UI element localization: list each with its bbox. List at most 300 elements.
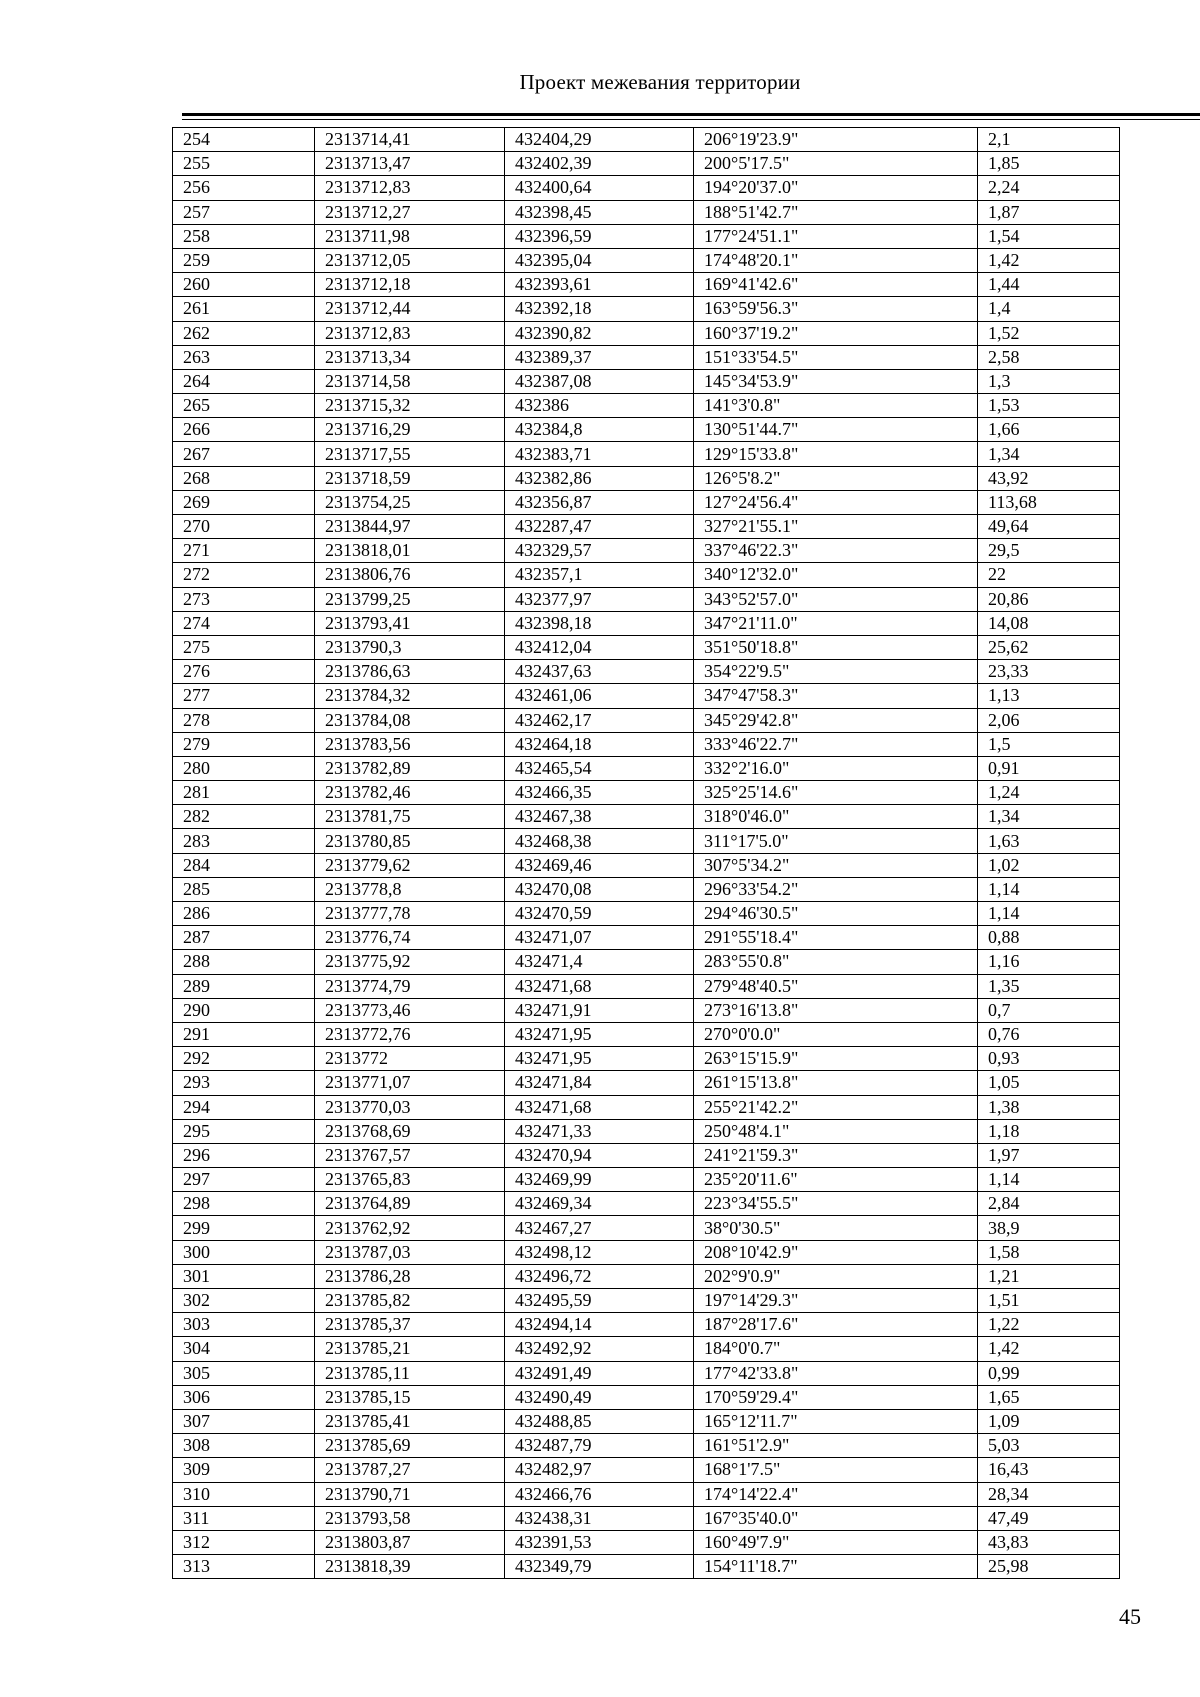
distance-cell: 1,05 [978, 1071, 1120, 1095]
direction-angle-cell: 255°21'42.2" [694, 1095, 978, 1119]
table-row [173, 660, 1120, 684]
direction-angle-cell: 223°34'55.5" [694, 1192, 978, 1216]
distance-cell: 1,85 [978, 152, 1120, 176]
point-number-cell: 286 [173, 902, 315, 926]
y-coordinate-cell: 432492,92 [505, 1337, 694, 1361]
table-row [173, 563, 1120, 587]
direction-angle-cell: 325°25'14.6" [694, 781, 978, 805]
point-number-cell: 268 [173, 466, 315, 490]
distance-cell: 0,76 [978, 1022, 1120, 1046]
direction-angle-cell: 273°16'13.8" [694, 998, 978, 1022]
x-coordinate-cell: 2313712,05 [315, 248, 505, 272]
point-number-cell: 261 [173, 297, 315, 321]
distance-cell: 1,52 [978, 321, 1120, 345]
point-number-cell: 267 [173, 442, 315, 466]
point-number-cell: 273 [173, 587, 315, 611]
distance-cell: 25,62 [978, 635, 1120, 659]
direction-angle-cell: 129°15'33.8" [694, 442, 978, 466]
distance-cell: 23,33 [978, 660, 1120, 684]
x-coordinate-cell: 2313786,28 [315, 1264, 505, 1288]
x-coordinate-cell: 2313786,63 [315, 660, 505, 684]
table-row [173, 1071, 1120, 1095]
point-number-cell: 296 [173, 1143, 315, 1167]
y-coordinate-cell: 432387,08 [505, 369, 694, 393]
point-number-cell: 270 [173, 515, 315, 539]
point-number-cell: 298 [173, 1192, 315, 1216]
table-row [173, 321, 1120, 345]
point-number-cell: 295 [173, 1119, 315, 1143]
x-coordinate-cell: 2313779,62 [315, 853, 505, 877]
distance-cell: 1,34 [978, 805, 1120, 829]
table-row [173, 152, 1120, 176]
y-coordinate-cell: 432466,76 [505, 1482, 694, 1506]
x-coordinate-cell: 2313768,69 [315, 1119, 505, 1143]
y-coordinate-cell: 432287,47 [505, 515, 694, 539]
x-coordinate-cell: 2313771,07 [315, 1071, 505, 1095]
x-coordinate-cell: 2313777,78 [315, 902, 505, 926]
distance-cell: 22 [978, 563, 1120, 587]
table-row [173, 829, 1120, 853]
direction-angle-cell: 174°48'20.1" [694, 248, 978, 272]
table-row [173, 297, 1120, 321]
point-number-cell: 288 [173, 950, 315, 974]
table-row [173, 200, 1120, 224]
y-coordinate-cell: 432398,18 [505, 611, 694, 635]
x-coordinate-cell: 2313785,15 [315, 1385, 505, 1409]
direction-angle-cell: 188°51'42.7" [694, 200, 978, 224]
distance-cell: 1,16 [978, 950, 1120, 974]
direction-angle-cell: 167°35'40.0" [694, 1506, 978, 1530]
x-coordinate-cell: 2313717,55 [315, 442, 505, 466]
x-coordinate-cell: 2313787,27 [315, 1458, 505, 1482]
table-row [173, 1434, 1120, 1458]
y-coordinate-cell: 432396,59 [505, 224, 694, 248]
y-coordinate-cell: 432471,68 [505, 974, 694, 998]
x-coordinate-cell: 2313785,69 [315, 1434, 505, 1458]
coordinates-table-body [173, 128, 1120, 1579]
y-coordinate-cell: 432470,94 [505, 1143, 694, 1167]
y-coordinate-cell: 432400,64 [505, 176, 694, 200]
x-coordinate-cell: 2313764,89 [315, 1192, 505, 1216]
y-coordinate-cell: 432384,8 [505, 418, 694, 442]
direction-angle-cell: 340°12'32.0" [694, 563, 978, 587]
table-row [173, 418, 1120, 442]
direction-angle-cell: 261°15'13.8" [694, 1071, 978, 1095]
distance-cell: 43,83 [978, 1530, 1120, 1554]
distance-cell: 1,42 [978, 1337, 1120, 1361]
direction-angle-cell: 130°51'44.7" [694, 418, 978, 442]
point-number-cell: 313 [173, 1555, 315, 1579]
y-coordinate-cell: 432383,71 [505, 442, 694, 466]
point-number-cell: 304 [173, 1337, 315, 1361]
point-number-cell: 255 [173, 152, 315, 176]
x-coordinate-cell: 2313711,98 [315, 224, 505, 248]
point-number-cell: 282 [173, 805, 315, 829]
distance-cell: 49,64 [978, 515, 1120, 539]
y-coordinate-cell: 432392,18 [505, 297, 694, 321]
table-row [173, 128, 1120, 152]
x-coordinate-cell: 2313767,57 [315, 1143, 505, 1167]
table-row [173, 1506, 1120, 1530]
distance-cell: 1,53 [978, 394, 1120, 418]
point-number-cell: 254 [173, 128, 315, 152]
x-coordinate-cell: 2313765,83 [315, 1168, 505, 1192]
y-coordinate-cell: 432402,39 [505, 152, 694, 176]
x-coordinate-cell: 2313712,44 [315, 297, 505, 321]
table-row [173, 1143, 1120, 1167]
distance-cell: 1,63 [978, 829, 1120, 853]
x-coordinate-cell: 2313712,83 [315, 321, 505, 345]
y-coordinate-cell: 432470,59 [505, 902, 694, 926]
x-coordinate-cell: 2313781,75 [315, 805, 505, 829]
distance-cell: 0,91 [978, 756, 1120, 780]
table-row [173, 369, 1120, 393]
y-coordinate-cell: 432393,61 [505, 273, 694, 297]
y-coordinate-cell: 432390,82 [505, 321, 694, 345]
y-coordinate-cell: 432438,31 [505, 1506, 694, 1530]
y-coordinate-cell: 432464,18 [505, 732, 694, 756]
table-row [173, 805, 1120, 829]
x-coordinate-cell: 2313844,97 [315, 515, 505, 539]
x-coordinate-cell: 2313793,58 [315, 1506, 505, 1530]
table-row [173, 176, 1120, 200]
y-coordinate-cell: 432469,46 [505, 853, 694, 877]
distance-cell: 1,14 [978, 1168, 1120, 1192]
x-coordinate-cell: 2313784,32 [315, 684, 505, 708]
y-coordinate-cell: 432469,99 [505, 1168, 694, 1192]
direction-angle-cell: 263°15'15.9" [694, 1047, 978, 1071]
direction-angle-cell: 337°46'22.3" [694, 539, 978, 563]
y-coordinate-cell: 432382,86 [505, 466, 694, 490]
table-row [173, 1385, 1120, 1409]
point-number-cell: 256 [173, 176, 315, 200]
distance-cell: 113,68 [978, 490, 1120, 514]
distance-cell: 1,14 [978, 877, 1120, 901]
direction-angle-cell: 235°20'11.6" [694, 1168, 978, 1192]
point-number-cell: 299 [173, 1216, 315, 1240]
distance-cell: 0,7 [978, 998, 1120, 1022]
table-row [173, 1337, 1120, 1361]
distance-cell: 0,93 [978, 1047, 1120, 1071]
point-number-cell: 310 [173, 1482, 315, 1506]
y-coordinate-cell: 432471,95 [505, 1047, 694, 1071]
distance-cell: 0,88 [978, 926, 1120, 950]
x-coordinate-cell: 2313818,01 [315, 539, 505, 563]
distance-cell: 1,02 [978, 853, 1120, 877]
x-coordinate-cell: 2313782,46 [315, 781, 505, 805]
direction-angle-cell: 354°22'9.5" [694, 660, 978, 684]
header-rule-thick [182, 113, 1200, 116]
direction-angle-cell: 160°49'7.9" [694, 1530, 978, 1554]
point-number-cell: 292 [173, 1047, 315, 1071]
page-number: 45 [1119, 1604, 1141, 1629]
y-coordinate-cell: 432470,08 [505, 877, 694, 901]
y-coordinate-cell: 432468,38 [505, 829, 694, 853]
point-number-cell: 271 [173, 539, 315, 563]
point-number-cell: 257 [173, 200, 315, 224]
x-coordinate-cell: 2313712,83 [315, 176, 505, 200]
distance-cell: 1,42 [978, 248, 1120, 272]
direction-angle-cell: 296°33'54.2" [694, 877, 978, 901]
distance-cell: 1,3 [978, 369, 1120, 393]
x-coordinate-cell: 2313785,37 [315, 1313, 505, 1337]
y-coordinate-cell: 432398,45 [505, 200, 694, 224]
point-number-cell: 280 [173, 756, 315, 780]
direction-angle-cell: 327°21'55.1" [694, 515, 978, 539]
table-row [173, 490, 1120, 514]
distance-cell: 1,35 [978, 974, 1120, 998]
distance-cell: 47,49 [978, 1506, 1120, 1530]
direction-angle-cell: 163°59'56.3" [694, 297, 978, 321]
x-coordinate-cell: 2313712,18 [315, 273, 505, 297]
x-coordinate-cell: 2313762,92 [315, 1216, 505, 1240]
direction-angle-cell: 241°21'59.3" [694, 1143, 978, 1167]
direction-angle-cell: 307°5'34.2" [694, 853, 978, 877]
y-coordinate-cell: 432471,91 [505, 998, 694, 1022]
direction-angle-cell: 126°5'8.2" [694, 466, 978, 490]
table-row [173, 781, 1120, 805]
point-number-cell: 259 [173, 248, 315, 272]
x-coordinate-cell: 2313783,56 [315, 732, 505, 756]
x-coordinate-cell: 2313716,29 [315, 418, 505, 442]
y-coordinate-cell: 432329,57 [505, 539, 694, 563]
direction-angle-cell: 333°46'22.7" [694, 732, 978, 756]
point-number-cell: 308 [173, 1434, 315, 1458]
point-number-cell: 291 [173, 1022, 315, 1046]
direction-angle-cell: 127°24'56.4" [694, 490, 978, 514]
x-coordinate-cell: 2313799,25 [315, 587, 505, 611]
x-coordinate-cell: 2313775,92 [315, 950, 505, 974]
direction-angle-cell: 197°14'29.3" [694, 1289, 978, 1313]
x-coordinate-cell: 2313785,82 [315, 1289, 505, 1313]
direction-angle-cell: 168°1'7.5" [694, 1458, 978, 1482]
x-coordinate-cell: 2313793,41 [315, 611, 505, 635]
direction-angle-cell: 351°50'18.8" [694, 635, 978, 659]
table-row [173, 950, 1120, 974]
table-row [173, 539, 1120, 563]
table-row [173, 1361, 1120, 1385]
y-coordinate-cell: 432461,06 [505, 684, 694, 708]
point-number-cell: 294 [173, 1095, 315, 1119]
x-coordinate-cell: 2313780,85 [315, 829, 505, 853]
point-number-cell: 274 [173, 611, 315, 635]
direction-angle-cell: 38°0'30.5" [694, 1216, 978, 1240]
x-coordinate-cell: 2313712,27 [315, 200, 505, 224]
x-coordinate-cell: 2313714,41 [315, 128, 505, 152]
point-number-cell: 311 [173, 1506, 315, 1530]
direction-angle-cell: 347°47'58.3" [694, 684, 978, 708]
point-number-cell: 290 [173, 998, 315, 1022]
distance-cell: 14,08 [978, 611, 1120, 635]
point-number-cell: 301 [173, 1264, 315, 1288]
distance-cell: 0,99 [978, 1361, 1120, 1385]
y-coordinate-cell: 432395,04 [505, 248, 694, 272]
y-coordinate-cell: 432487,79 [505, 1434, 694, 1458]
direction-angle-cell: 177°42'33.8" [694, 1361, 978, 1385]
table-row [173, 587, 1120, 611]
table-row [173, 974, 1120, 998]
y-coordinate-cell: 432488,85 [505, 1409, 694, 1433]
point-number-cell: 260 [173, 273, 315, 297]
point-number-cell: 275 [173, 635, 315, 659]
point-number-cell: 307 [173, 1409, 315, 1433]
distance-cell: 1,4 [978, 297, 1120, 321]
table-row [173, 1240, 1120, 1264]
y-coordinate-cell: 432471,95 [505, 1022, 694, 1046]
direction-angle-cell: 165°12'11.7" [694, 1409, 978, 1433]
table-row [173, 248, 1120, 272]
y-coordinate-cell: 432465,54 [505, 756, 694, 780]
direction-angle-cell: 294°46'30.5" [694, 902, 978, 926]
distance-cell: 38,9 [978, 1216, 1120, 1240]
table-row [173, 1095, 1120, 1119]
y-coordinate-cell: 432467,38 [505, 805, 694, 829]
table-row [173, 635, 1120, 659]
direction-angle-cell: 206°19'23.9" [694, 128, 978, 152]
y-coordinate-cell: 432491,49 [505, 1361, 694, 1385]
y-coordinate-cell: 432389,37 [505, 345, 694, 369]
y-coordinate-cell: 432437,63 [505, 660, 694, 684]
point-number-cell: 293 [173, 1071, 315, 1095]
coordinates-table [172, 127, 1120, 1579]
distance-cell: 1,13 [978, 684, 1120, 708]
distance-cell: 5,03 [978, 1434, 1120, 1458]
point-number-cell: 263 [173, 345, 315, 369]
table-row [173, 1168, 1120, 1192]
x-coordinate-cell: 2313714,58 [315, 369, 505, 393]
x-coordinate-cell: 2313718,59 [315, 466, 505, 490]
direction-angle-cell: 200°5'17.5" [694, 152, 978, 176]
table-row [173, 345, 1120, 369]
x-coordinate-cell: 2313754,25 [315, 490, 505, 514]
direction-angle-cell: 345°29'42.8" [694, 708, 978, 732]
point-number-cell: 306 [173, 1385, 315, 1409]
point-number-cell: 262 [173, 321, 315, 345]
x-coordinate-cell: 2313774,79 [315, 974, 505, 998]
header-rule-thin [182, 119, 1200, 120]
direction-angle-cell: 347°21'11.0" [694, 611, 978, 635]
page-header-title: Проект межевания территории [519, 70, 801, 94]
distance-cell: 2,06 [978, 708, 1120, 732]
distance-cell: 1,87 [978, 200, 1120, 224]
y-coordinate-cell: 432471,07 [505, 926, 694, 950]
point-number-cell: 272 [173, 563, 315, 587]
table-row [173, 1289, 1120, 1313]
distance-cell: 1,22 [978, 1313, 1120, 1337]
table-row [173, 684, 1120, 708]
x-coordinate-cell: 2313713,47 [315, 152, 505, 176]
point-number-cell: 279 [173, 732, 315, 756]
y-coordinate-cell: 432471,33 [505, 1119, 694, 1143]
distance-cell: 1,44 [978, 273, 1120, 297]
table-row [173, 902, 1120, 926]
x-coordinate-cell: 2313790,3 [315, 635, 505, 659]
direction-angle-cell: 283°55'0.8" [694, 950, 978, 974]
y-coordinate-cell: 432467,27 [505, 1216, 694, 1240]
direction-angle-cell: 318°0'46.0" [694, 805, 978, 829]
table-row [173, 1119, 1120, 1143]
point-number-cell: 284 [173, 853, 315, 877]
table-row [173, 1216, 1120, 1240]
y-coordinate-cell: 432412,04 [505, 635, 694, 659]
x-coordinate-cell: 2313806,76 [315, 563, 505, 587]
direction-angle-cell: 184°0'0.7" [694, 1337, 978, 1361]
y-coordinate-cell: 432404,29 [505, 128, 694, 152]
point-number-cell: 265 [173, 394, 315, 418]
y-coordinate-cell: 432495,59 [505, 1289, 694, 1313]
distance-cell: 28,34 [978, 1482, 1120, 1506]
direction-angle-cell: 291°55'18.4" [694, 926, 978, 950]
table-row [173, 224, 1120, 248]
x-coordinate-cell: 2313818,39 [315, 1555, 505, 1579]
table-row [173, 442, 1120, 466]
table-row [173, 708, 1120, 732]
point-number-cell: 300 [173, 1240, 315, 1264]
table-row [173, 1264, 1120, 1288]
table-row [173, 1555, 1120, 1579]
x-coordinate-cell: 2313772 [315, 1047, 505, 1071]
direction-angle-cell: 141°3'0.8" [694, 394, 978, 418]
direction-angle-cell: 170°59'29.4" [694, 1385, 978, 1409]
direction-angle-cell: 154°11'18.7" [694, 1555, 978, 1579]
x-coordinate-cell: 2313772,76 [315, 1022, 505, 1046]
point-number-cell: 303 [173, 1313, 315, 1337]
y-coordinate-cell: 432471,84 [505, 1071, 694, 1095]
point-number-cell: 266 [173, 418, 315, 442]
table-row [173, 998, 1120, 1022]
x-coordinate-cell: 2313785,21 [315, 1337, 505, 1361]
direction-angle-cell: 250°48'4.1" [694, 1119, 978, 1143]
y-coordinate-cell: 432469,34 [505, 1192, 694, 1216]
table-row [173, 1458, 1120, 1482]
table-row [173, 1530, 1120, 1554]
table-row [173, 611, 1120, 635]
direction-angle-cell: 169°41'42.6" [694, 273, 978, 297]
x-coordinate-cell: 2313784,08 [315, 708, 505, 732]
y-coordinate-cell: 432498,12 [505, 1240, 694, 1264]
table-row [173, 756, 1120, 780]
distance-cell: 2,58 [978, 345, 1120, 369]
distance-cell: 1,38 [978, 1095, 1120, 1119]
x-coordinate-cell: 2313787,03 [315, 1240, 505, 1264]
distance-cell: 2,1 [978, 128, 1120, 152]
table-row [173, 732, 1120, 756]
x-coordinate-cell: 2313776,74 [315, 926, 505, 950]
y-coordinate-cell: 432391,53 [505, 1530, 694, 1554]
point-number-cell: 309 [173, 1458, 315, 1482]
direction-angle-cell: 208°10'42.9" [694, 1240, 978, 1264]
y-coordinate-cell: 432462,17 [505, 708, 694, 732]
distance-cell: 1,97 [978, 1143, 1120, 1167]
direction-angle-cell: 174°14'22.4" [694, 1482, 978, 1506]
direction-angle-cell: 145°34'53.9" [694, 369, 978, 393]
point-number-cell: 264 [173, 369, 315, 393]
direction-angle-cell: 194°20'37.0" [694, 176, 978, 200]
x-coordinate-cell: 2313803,87 [315, 1530, 505, 1554]
x-coordinate-cell: 2313790,71 [315, 1482, 505, 1506]
table-row [173, 515, 1120, 539]
distance-cell: 1,58 [978, 1240, 1120, 1264]
point-number-cell: 281 [173, 781, 315, 805]
distance-cell: 2,84 [978, 1192, 1120, 1216]
y-coordinate-cell: 432496,72 [505, 1264, 694, 1288]
y-coordinate-cell: 432471,4 [505, 950, 694, 974]
distance-cell: 43,92 [978, 466, 1120, 490]
y-coordinate-cell: 432471,68 [505, 1095, 694, 1119]
distance-cell: 1,54 [978, 224, 1120, 248]
table-row [173, 1409, 1120, 1433]
distance-cell: 16,43 [978, 1458, 1120, 1482]
